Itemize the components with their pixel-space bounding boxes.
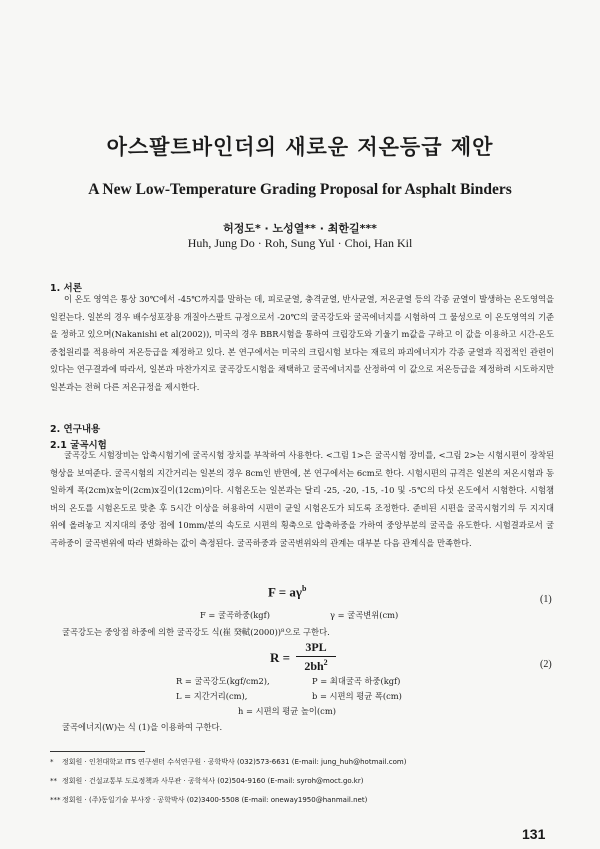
- equation-2-def-l: L = 지간거리(cm),: [176, 691, 248, 701]
- flexural-strength-text: 굴곡강도는 중앙점 하중에 의한 굴곡강도 식(崔 癸軾(2000))⁸으로 구한다.: [62, 627, 330, 637]
- footnote-3-text: 정회원 · (주)동일기술 부사장 · 공학박사 (02)3400-5508 (E-mail: oneway1950@hanmail.net): [62, 796, 368, 804]
- authors-korean: 허정도* · 노성열** · 최한길***: [223, 222, 377, 235]
- equation-2-def-p: P = 최대굴곡 하중(kgf): [312, 676, 401, 686]
- footnote-1-text: 정회원 · 인천대학교 ITS 연구센터 수석연구원 · 공학박사 (032)573-6631 (E-mail: jung_huh@hotmail.com): [62, 758, 407, 766]
- equation-2-def-r: R = 굴곡강도(kgf/cm2),: [176, 676, 270, 686]
- equation-2-denominator-body: 2bh: [304, 659, 324, 673]
- equation-1-def-f: F = 굴곡하중(kgf): [200, 610, 270, 620]
- footnote-2: [50, 776, 363, 786]
- equation-1-body: F = aγ: [268, 584, 302, 600]
- footnote-3-mark: ***: [50, 796, 61, 804]
- equation-1-def-gamma: γ = 굴곡변위(cm): [330, 610, 399, 620]
- section-1-heading: 1. 서론: [50, 283, 82, 294]
- page-number: 131: [522, 826, 546, 842]
- equation-2-numerator: 3PL: [305, 640, 327, 654]
- equation-2-lhs: R =: [270, 650, 291, 665]
- footnote-3: [50, 795, 367, 805]
- footnote-2-mark: **: [50, 777, 57, 785]
- title-english: A New Low-Temperature Grading Proposal for Asphalt Binders: [88, 181, 512, 198]
- equation-2-def-h: h = 시편의 평균 높이(cm): [238, 706, 336, 716]
- footnote-rule: [50, 751, 145, 752]
- title-korean: 아스팔트바인더의 새로운 저온등급 제안: [106, 135, 494, 159]
- equation-2-fraction-bar: [296, 656, 336, 657]
- equation-2-denominator: [296, 658, 336, 674]
- equation-2-def-b: b = 시편의 평균 폭(cm): [312, 691, 402, 701]
- section-1-paragraph: 이 온도 영역은 통상 30℃에서 -45℃까지를 말하는 데, 피로균열, 충격균열, 반사균열, 저온균열 등의 각종 균열이 발생하는 온도영역을 일컫는다. 일본의 경우 배수성포장용 개질아스팔트 규정으로서 -20℃의 굴곡강도와 굴곡에너지를 시험하여 그 물성으로 이 온도영역의 기준을 정하고 있으며(Nakanishi et al(2002)), 미국의 경우 BBR시험을 통하여 크립강도와 기울기 m값을 구하고 이 값을 이용하고 시간-온도 중첩원리를 적용하여 저온등급을 제정하고 있다. 본 연구에서는 미국의 크립시험 보다는 재료의 파괴에너지가 각종 균열과 직접적인 관련이 있다는 연구결과에 따라서, 일본과 마찬가지로 굴곡강도시험을 채택하고 굴곡에너지를 산정하여 이 값으로 저온등급을 제정하려 시도하지만 일본과는 전혀 다른 저온규정을 제시한다.: [50, 294, 554, 392]
- equation-2-number: (2): [540, 659, 552, 670]
- flexural-energy-text: 굴곡에너지(W)는 식 (1)을 이용하여 구한다.: [62, 722, 223, 732]
- equation-1-number: (1): [540, 594, 552, 605]
- footnote-2-text: 정회원 · 건설교통부 도로정책과 사무관 · 공학석사 (02)504-9160 (E-mail: syroh@moct.go.kr): [62, 777, 364, 785]
- footnote-1: [50, 757, 407, 767]
- section-2-heading: 2. 연구내용: [50, 424, 101, 435]
- section-2-1-heading: 2.1 굴곡시험: [50, 440, 107, 451]
- equation-2-denominator-exponent: 2: [323, 658, 328, 667]
- equation-1-exponent: b: [301, 584, 307, 593]
- footnote-1-mark: *: [50, 758, 54, 766]
- section-2-1-paragraph: 굴곡강도 시험장비는 압축시험기에 굴곡시험 장치를 부착하여 사용한다. <그림 1>은 굴곡시험 장비를, <그림 2>는 시험시편이 장착된 형상을 보여준다. 굴곡시험의 지간거리는 일본의 경우 8cm인 반면에, 본 연구에서는 6cm로 한다. 시험시편의 규격은 일본의 저온시험과 동일하게 폭(2cm)x높이(2cm)x길이(12cm)이다. 시험온도는 일본과는 달리 -25, -20, -15, -10 및 -5℃의 다섯 온도에서 시험한다. 시험챔버의 온도를 시험온도로 맞춘 후 5시간 이상을 허용하여 시편이 균일 시험온도가 되도록 조정한다. 준비된 시편을 굴곡시험기의 두 지지대 위에 올려놓고 지지대의 중앙 점에 10mm/분의 속도로 시편의 횡축으로 압축하중을 가하여 중앙부분의 굴곡을 유도한다. 시험결과로서 굴곡하중이 굴곡변위에 따라 변화하는 값이 측정된다. 굴곡하중과 굴곡변위와의 관계는 대부분 다음 관계식을 만족한다.: [50, 450, 554, 548]
- authors-english: Huh, Jung Do · Roh, Sung Yul · Choi, Han Kil: [187, 236, 413, 250]
- equation-1: [268, 584, 306, 600]
